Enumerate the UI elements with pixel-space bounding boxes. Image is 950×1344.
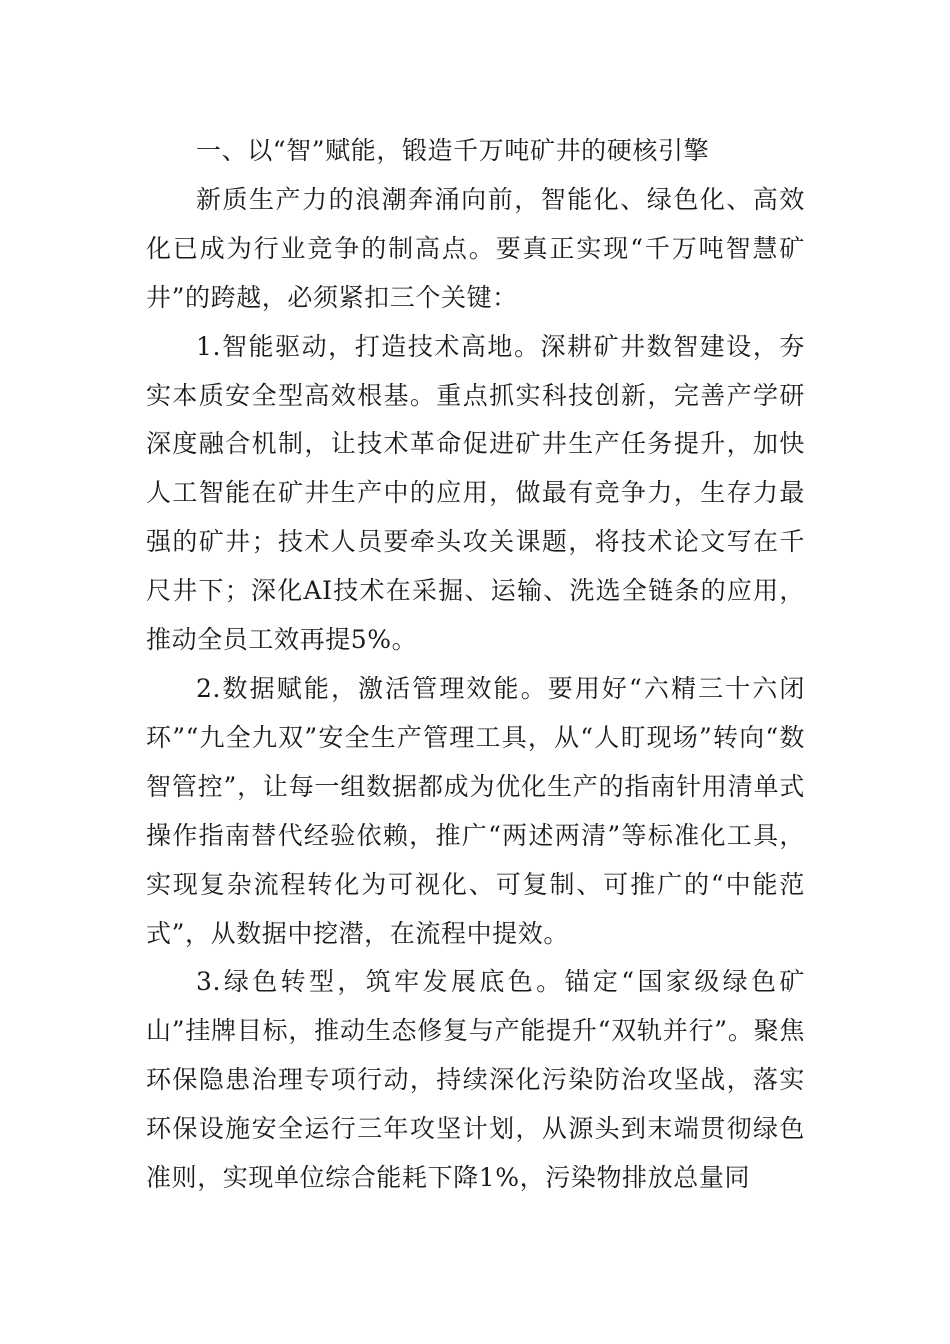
paragraph-data-empowerment: 2.数据赋能，激活管理效能。要用好“六精三十六闭环”“九全九双”安全生产管理工具，从“人盯现场”转向“数智管控”，让每一组数据都成为优化生产的指南针用清单式操作指南替代经验依赖，推广“两述两清”等标准化工具，实现复杂流程转化为可视化、可复制、可推广的“中能范式”，从数据中挖潜，在流程中提效。 xyxy=(146,673,805,948)
section-heading: 一、以“智”赋能，锻造千万吨矿井的硬核引擎 xyxy=(196,136,710,165)
paragraph-intro: 新质生产力的浪潮奔涌向前，智能化、绿色化、高效化已成为行业竞争的制高点。要真正实现“千万吨智慧矿井”的跨越，必须紧扣三个关键： xyxy=(146,184,805,312)
paragraph-intelligent-drive: 1.智能驱动，打造技术高地。深耕矿井数智建设，夯实本质安全型高效根基。重点抓实科技创新，完善产学研深度融合机制，让技术革命促进矿井生产任务提升，加快人工智能在矿井生产中的应用，做最有竞争力，生存力最强的矿井；技术人员要牵头攻关课题，将技术论文写在千尺井下；深化AI技术在采掘、运输、洗选全链条的应用，推动全员工效再提5%。 xyxy=(146,331,805,655)
paragraph-green-transformation: 3.绿色转型，筑牢发展底色。锚定“国家级绿色矿山”挂牌目标，推动生态修复与产能提升“双轨并行”。聚焦环保隐患治理专项行动，持续深化污染防治攻坚战，落实环保设施安全运行三年攻坚计划，从源头到末端贯彻绿色准则，实现单位综合能耗下降1%，污染物排放总量同 xyxy=(146,967,805,1193)
document-body xyxy=(146,127,805,1203)
